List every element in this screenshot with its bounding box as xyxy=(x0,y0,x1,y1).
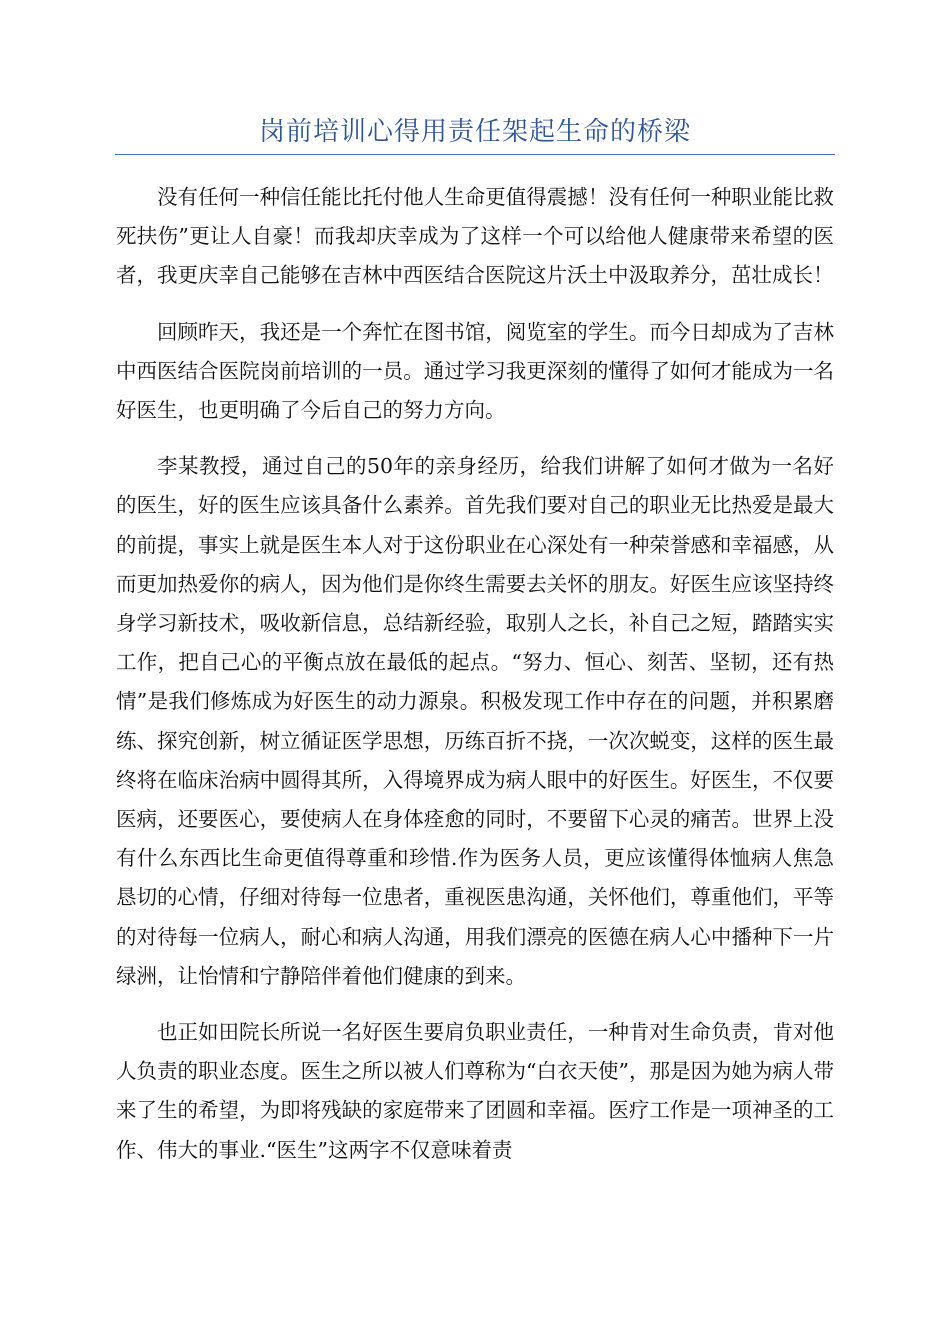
title-underline xyxy=(115,154,835,155)
paragraph-3: 李某教授，通过自己的50年的亲身经历，给我们讲解了如何才做为一名好的医生，好的医生应该具备什么素养。首先我们要对自己的职业无比热爱是最大的前提，事实上就是医生本人对于这份职业在心深处有一种荣誉感和幸福感，从而更加热爱你的病人，因为他们是你终生需要去关怀的朋友。好医生应该坚持终身学习新技术，吸收新信息，总结新经验，取别人之长，补自己之短，踏踏实实工作，把自己心的平衡点放在最低的起点。“努力、恒心、刻苦、坚韧，还有热情”是我们修炼成为好医生的动力源泉。积极发现工作中存在的问题，并积累磨练、探究创新，树立循证医学思想，历练百折不挠，一次次蜕变，这样的医生最终将在临床治病中圆得其所，入得境界成为病人眼中的好医生。好医生，不仅要医病，还要医心，要使病人在身体痊愈的同时，不要留下心灵的痛苦。世界上没有什么东西比生命更值得尊重和珍惜.作为医务人员，更应该懂得体恤病人焦急恳切的心情，仔细对待每一位患者，重视医患沟通，关怀他们，尊重他们，平等的对待每一位病人，耐心和病人沟通，用我们漂亮的医德在病人心中播种下一片绿洲，让怡情和宁静陪伴着他们健康的到来。 xyxy=(116,454,834,988)
paragraph-1: 没有任何一种信任能比托付他人生命更值得震撼！没有任何一种职业能比救死扶伤”更让人自豪！而我却庆幸成为了这样一个可以给他人健康带来希望的医者，我更庆幸自己能够在吉林中西医结合医院这片沃土中汲取养分，茁壮成长！ xyxy=(116,185,834,288)
document-title: 岗前培训心得用责任架起生命的桥梁 xyxy=(258,117,691,147)
document-body xyxy=(116,178,834,1187)
paragraph-4: 也正如田院长所说一名好医生要肩负职业责任，一种肯对生命负责，肯对他人负责的职业态度。医生之所以被人们尊称为“白衣天使”，那是因为她为病人带来了生的希望，为即将残缺的家庭带来了团圆和幸福。医疗工作是一项神圣的工作、伟大的事业.“医生”这两字不仅意味着责 xyxy=(116,1020,834,1162)
paragraph-2: 回顾昨天，我还是一个奔忙在图书馆，阅览室的学生。而今日却成为了吉林中西医结合医院岗前培训的一员。通过学习我更深刻的懂得了如何才能成为一名好医生，也更明确了今后自己的努力方向。 xyxy=(116,319,834,423)
